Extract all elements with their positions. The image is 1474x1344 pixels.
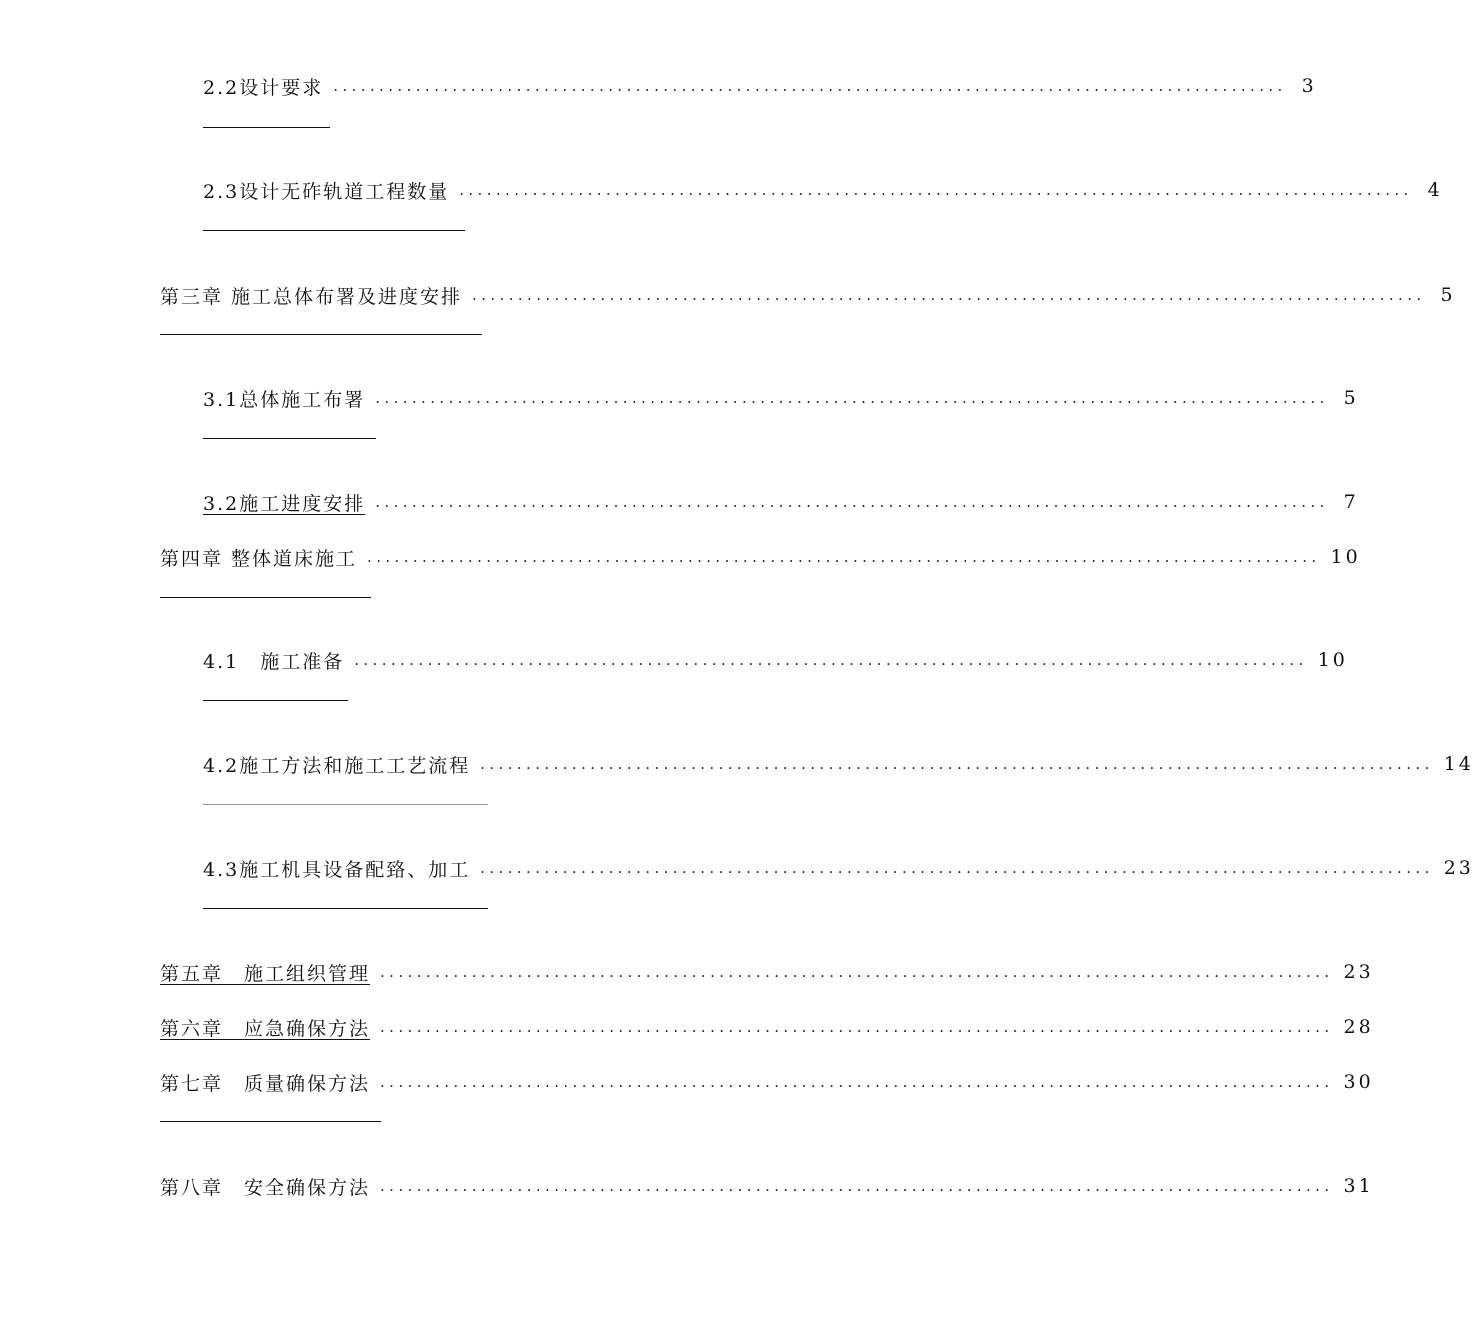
toc-leader-dots: ........................................................................................................ (472, 286, 1426, 304)
toc-entry-3-2[interactable] (203, 488, 1359, 516)
toc-page-number: 10 (1330, 546, 1361, 568)
toc-leader-dots: ........................................................................................................ (480, 859, 1434, 877)
toc-entry-title: 2.2设计要求 (203, 76, 324, 99)
toc-leader-dots: ........................................................................................................ (354, 651, 1308, 669)
toc-entry-4-3[interactable] (203, 854, 1474, 882)
toc-entry-title: 3.2施工进度安排 (203, 492, 366, 515)
toc-leader-dots: ........................................................................................................ (375, 389, 1329, 407)
entry-underline (203, 908, 488, 909)
toc-page-number: 4 (1427, 179, 1443, 201)
toc-entry-4-2[interactable] (203, 750, 1474, 778)
toc-leader-dots: ........................................................................................................ (480, 755, 1434, 773)
toc-entry-chapter-8[interactable] (160, 1172, 1374, 1200)
toc-leader-dots: ........................................................................................................ (380, 1177, 1334, 1195)
toc-entry-title: 第五章 施工组织管理 (160, 962, 371, 985)
toc-leader-dots: ........................................................................................................ (375, 493, 1329, 511)
entry-underline (203, 127, 330, 128)
toc-entry-title: 第四章 整体道床施工 (160, 547, 358, 570)
toc-page-number: 3 (1301, 75, 1317, 97)
toc-page-number: 23 (1443, 857, 1474, 879)
toc-entry-title: 4.3施工机具设备配臵、加工 (203, 858, 471, 881)
toc-entry-title: 2.3设计无砟轨道工程数量 (203, 180, 450, 203)
entry-underline (203, 804, 488, 805)
toc-entry-title: 第七章 质量确保方法 (160, 1072, 371, 1095)
toc-page-number: 31 (1343, 1175, 1374, 1197)
toc-page-number: 10 (1317, 649, 1348, 671)
toc-entry-chapter-6[interactable] (160, 1013, 1374, 1041)
entry-underline (203, 438, 376, 439)
toc-entry-title: 3.1总体施工布署 (203, 388, 366, 411)
toc-page-number: 30 (1343, 1071, 1374, 1093)
entry-underline (160, 597, 371, 598)
toc-entry-title: 4.2施工方法和施工工艺流程 (203, 754, 471, 777)
toc-entry-title: 4.1 施工准备 (203, 650, 345, 673)
entry-underline (160, 1121, 381, 1122)
toc-entry-title: 第三章 施工总体布署及进度安排 (160, 285, 463, 308)
toc-entry-2-2[interactable] (203, 72, 1317, 100)
toc-entry-chapter-3[interactable] (160, 281, 1456, 309)
toc-page-number: 28 (1343, 1016, 1374, 1038)
toc-page-number: 23 (1343, 961, 1374, 983)
entry-underline (203, 230, 465, 231)
toc-entry-title: 第六章 应急确保方法 (160, 1017, 371, 1040)
toc-leader-dots: ........................................................................................................ (380, 1018, 1334, 1036)
toc-leader-dots: ........................................................................................................ (380, 963, 1334, 981)
toc-entry-chapter-7[interactable] (160, 1068, 1374, 1096)
toc-page-number: 5 (1343, 387, 1359, 409)
entry-underline (203, 700, 348, 701)
toc-entry-chapter-4[interactable] (160, 543, 1361, 571)
toc-entry-2-3[interactable] (203, 176, 1443, 204)
toc-page-number: 14 (1443, 753, 1474, 775)
toc-page-number: 7 (1343, 491, 1359, 513)
entry-underline (160, 334, 482, 335)
toc-leader-dots: ........................................................................................................ (380, 1073, 1334, 1091)
toc-page-number: 5 (1440, 284, 1456, 306)
toc-leader-dots: ........................................................................................................ (333, 77, 1287, 95)
toc-entry-chapter-5[interactable] (160, 958, 1374, 986)
toc-leader-dots: ........................................................................................................ (459, 181, 1413, 199)
toc-entry-title: 第八章 安全确保方法 (160, 1176, 371, 1199)
toc-leader-dots: ........................................................................................................ (367, 548, 1321, 566)
toc-entry-3-1[interactable] (203, 384, 1359, 412)
toc-entry-4-1[interactable] (203, 646, 1348, 674)
